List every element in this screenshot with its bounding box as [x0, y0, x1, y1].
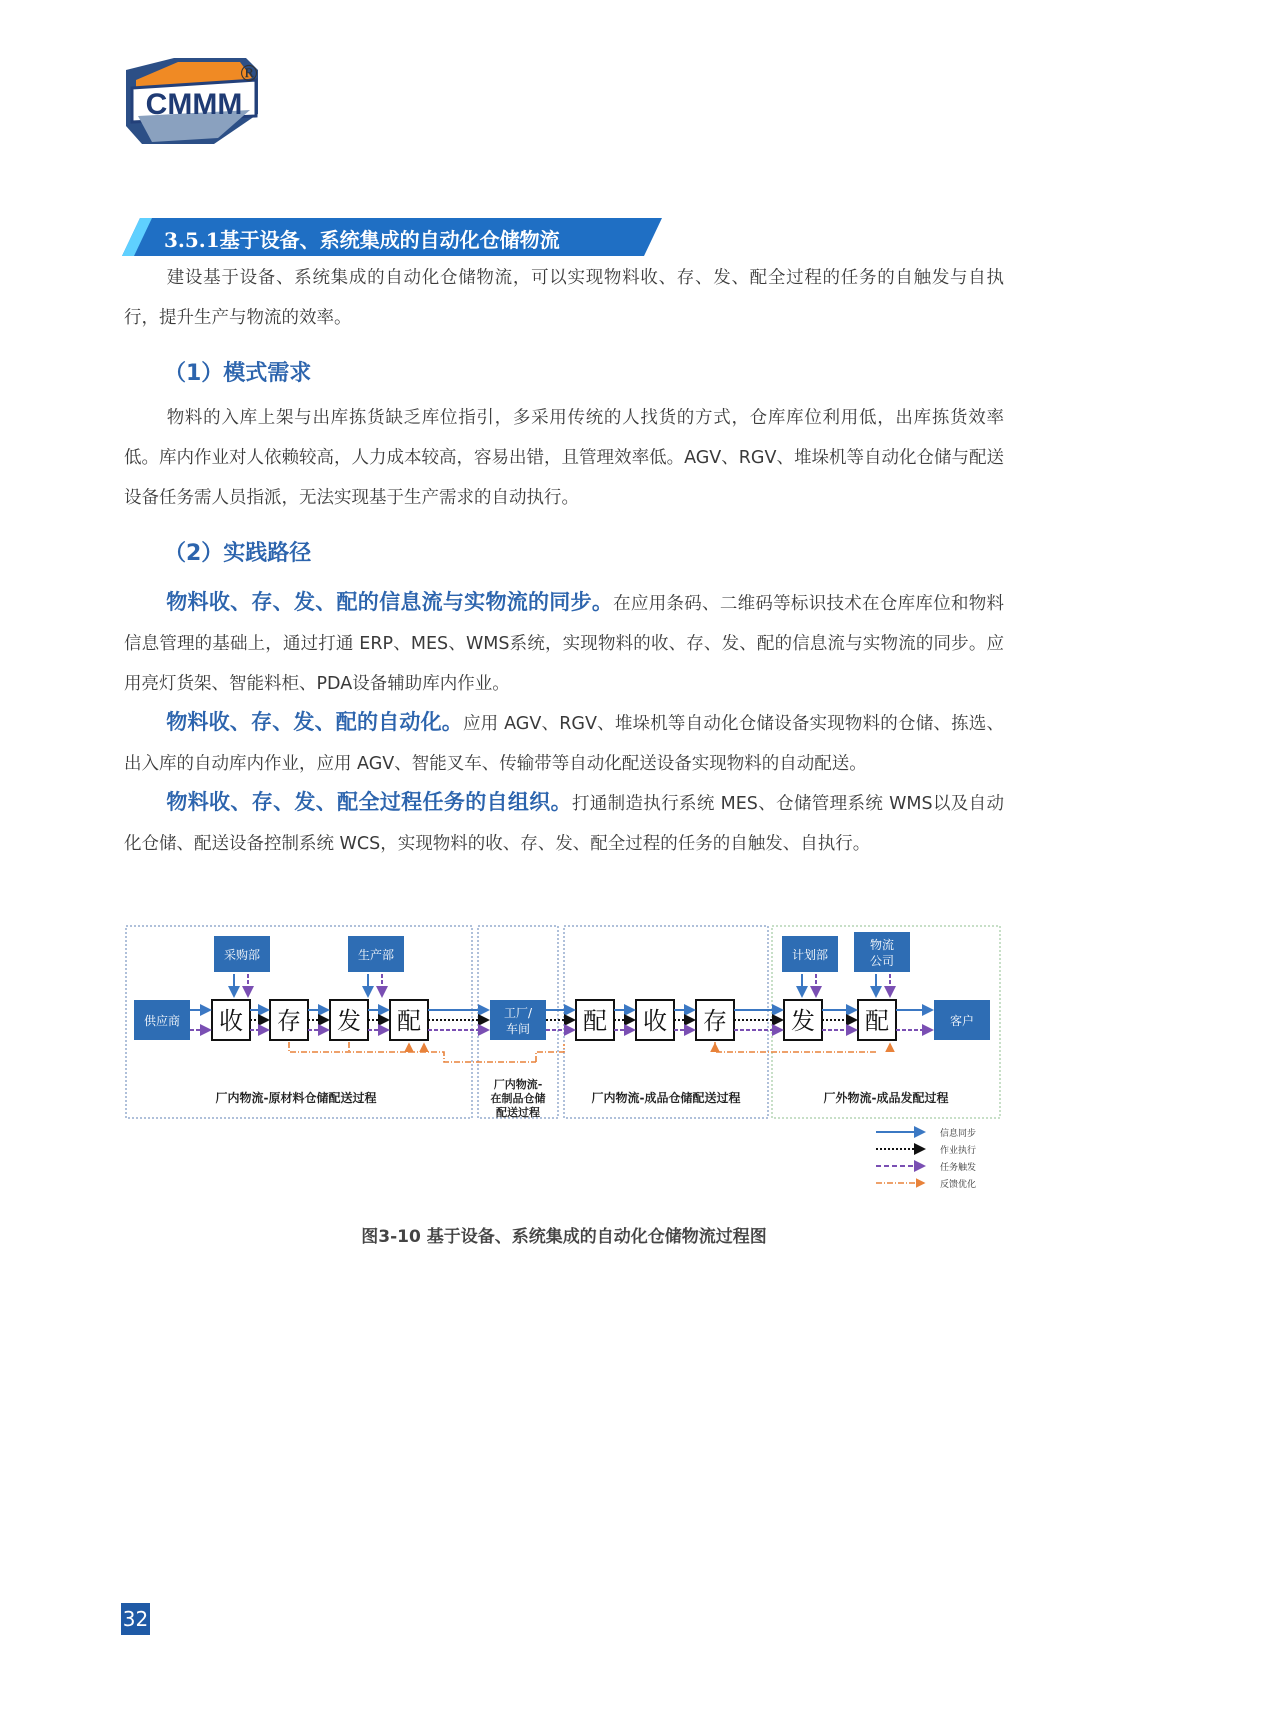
group-label-wip-1: 厂内物流- [493, 1078, 543, 1091]
practice-item-3-text: 打通制造执行系统 MES、仓储管理系统 WMS以及自动化仓储、配送设备控制系统 WCS，实现物料的收、存、发、配全过程的任务的自触发、自执行。 [124, 794, 1004, 854]
legend-exec: 作业执行 [940, 1146, 977, 1156]
legend-info-sync: 信息同步 [940, 1129, 977, 1139]
step-deliver-b1-label: 配 [583, 1007, 607, 1035]
step-deliver-a-label: 配 [397, 1007, 421, 1035]
practice-item-2-lead: 物料收、存、发、配的自动化。 [166, 710, 463, 734]
group-label-finished: 厂内物流-成品仓储配送过程 [591, 1091, 741, 1105]
subsection-heading-requirements: （1）模式需求 [164, 361, 312, 386]
planning-label: 计划部 [791, 948, 829, 962]
intro-paragraph [124, 258, 1004, 338]
logistics-label-2: 公司 [869, 954, 895, 968]
requirements-paragraph [124, 398, 1004, 518]
factory-label-2: 车间 [505, 1022, 531, 1036]
practice-item-1-lead: 物料收、存、发、配的信息流与实物流的同步。 [166, 590, 614, 614]
figure-caption: 图3-10 基于设备、系统集成的自动化仓储物流过程图 [361, 1227, 767, 1247]
practice-item-2-text: 应用 AGV、RGV、堆垛机等自动化仓储设备实现物料的仓储、拣选、出入库的自动库内作业，应用 AGV、智能叉车、传输带等自动化配送设备实现物料的自动配送。 [124, 714, 1004, 774]
group-label-outside: 厂外物流-成品发配过程 [823, 1091, 949, 1105]
logo-text: CMMM [145, 88, 243, 121]
process-diagram [124, 924, 1004, 1204]
step-issue-a-label: 发 [337, 1007, 361, 1035]
legend-task: 任务触发 [940, 1163, 977, 1173]
registered-mark: ® [238, 62, 260, 87]
diagram-legend [876, 1127, 976, 1190]
practice-item-1-text: 在应用条码、二维码等标识技术在仓库库位和物料信息管理的基础上，通过打通 ERP、MES、WMS系统，实现物料的收、存、发、配的信息流与实物流的同步。应用亮灯货架、智能料柜、PDA设备辅助库内作业。 [124, 594, 1004, 694]
practice-item-3 [124, 782, 1004, 864]
group-label-wip-2: 在制品仓储 [490, 1092, 546, 1105]
logistics-label-1: 物流 [869, 938, 895, 952]
step-store-a-label: 存 [277, 1007, 301, 1035]
step-store-b-label: 存 [703, 1007, 727, 1035]
step-issue-b-label: 发 [791, 1007, 815, 1035]
intro-text: 建设基于设备、系统集成的自动化仓储物流，可以实现物料收、存、发、配全过程的任务的自触发与自执行，提升生产与物流的效率。 [124, 268, 1004, 328]
practice-item-1 [124, 582, 1004, 704]
subsection-heading-practice: （2）实践路径 [164, 541, 312, 566]
section-title: 3.5.1基于设备、系统集成的自动化仓储物流 [164, 228, 560, 252]
factory-label-1: 工厂/ [503, 1006, 533, 1020]
customer-label: 客户 [949, 1014, 975, 1028]
production-label: 生产部 [357, 948, 395, 962]
feedback-arrows [289, 1042, 890, 1062]
supplier-label: 供应商 [143, 1014, 181, 1028]
page-number: 32 [121, 1603, 150, 1635]
purchasing-label: 采购部 [223, 948, 261, 962]
practice-item-3-lead: 物料收、存、发、配全过程任务的自组织。 [166, 790, 572, 814]
step-deliver-b2-label: 配 [865, 1007, 889, 1035]
section-banner [122, 218, 662, 256]
legend-feedback: 反馈优化 [940, 1180, 977, 1190]
practice-item-2 [124, 702, 1004, 784]
group-label-wip-3: 配送过程 [496, 1106, 540, 1119]
step-receive-a-label: 收 [219, 1007, 243, 1035]
group-label-raw: 厂内物流-原材料仓储配送过程 [215, 1091, 377, 1105]
requirements-text: 物料的入库上架与出库拣货缺乏库位指引，多采用传统的人找货的方式，仓库库位利用低，出库拣货效率低。库内作业对人依赖较高，人力成本较高，容易出错，且管理效率低。AGV、RGV、堆垛机等自动化仓储与配送设备任务需人员指派，无法实现基于生产需求的自动执行。 [124, 408, 1004, 508]
step-receive-b-label: 收 [643, 1007, 667, 1035]
